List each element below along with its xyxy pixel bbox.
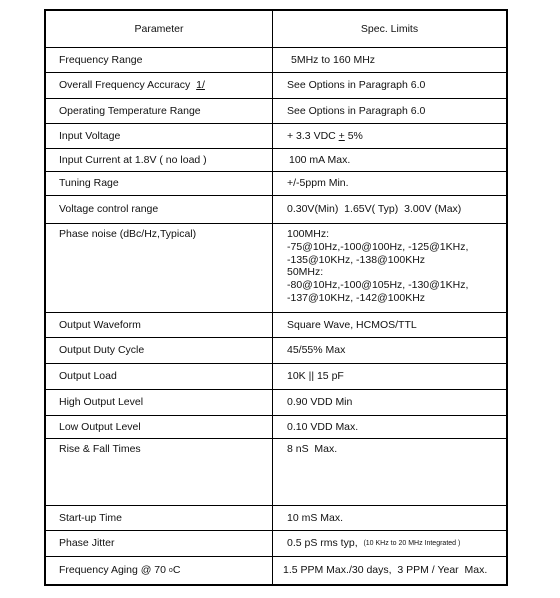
spec-cell: 8 nS Max. [287,443,338,455]
spec-cell: 0.30V(Min) 1.65V( Typ) 3.00V (Max) [287,203,462,215]
param-cell: Start-up Time [46,506,273,530]
degree-sup: o [168,567,173,574]
table-row [46,99,506,124]
param-cell: Frequency Range [46,48,273,72]
table-row [46,506,506,531]
spec-cell: 1.5 PPM Max./30 days, 3 PPM / Year Max. [283,564,488,576]
param-cell: Input Current at 1.8V ( no load ) [46,149,273,171]
spec-cell: +/-5ppm Min. [287,177,349,189]
table-row [46,531,506,557]
param-cell: Output Load [46,364,273,389]
spec-cell: 0.5 pS rms typ, (10 KHz to 20 MHz Integrated ) [287,537,461,549]
spec-cell: 45/55% Max [287,344,346,356]
spec-cell: 0.10 VDD Max. [287,420,359,433]
param-cell: Output Waveform [46,313,273,337]
param-cell: Overall Frequency Accuracy 1/ [46,73,273,98]
table-row [46,416,506,439]
table-row [46,172,506,196]
table-row [46,390,506,416]
table-row [46,313,506,338]
param-cell: High Output Level [46,390,273,415]
param-cell: Operating Temperature Range [46,99,273,123]
footnote-ref: 1/ [196,79,205,91]
header-spec-limits: Spec. Limits [360,22,419,35]
param-cell: Frequency Aging @ 70 o C [46,557,273,584]
spec-cell: 10 mS Max. [287,511,344,524]
table-row [46,124,506,149]
spec-cell: + 3.3 VDC + 5% [287,129,363,142]
phase-noise-spec: 100MHz: -75@10Hz,-100@100Hz, -125@1KHz, -135@10KHz, -138@100KHz 50MHz: -80@10Hz,-100@105Hz, -130@1KHz, -137@10KHz, -142@100KHz [287,228,469,304]
param-cell: Tuning Rage [46,172,273,195]
table-row [46,149,506,172]
spec-cell: 100 mA Max. [289,153,351,166]
param-cell: Rise & Fall Times [46,439,273,505]
spec-cell: 10K || 15 pF [287,370,344,382]
param-cell: Output Duty Cycle [46,338,273,363]
spec-cell: See Options in Paragraph 6.0 [287,104,426,117]
table-row [46,224,506,313]
table-row [46,48,506,73]
header-parameter: Parameter [46,11,273,47]
spec-cell: See Options in Paragraph 6.0 [287,79,426,91]
param-cell: Low Output Level [46,416,273,438]
spec-cell: 5MHz to 160 MHz [291,53,376,66]
table-row [46,364,506,390]
table-row [46,196,506,224]
spec-cell: Square Wave, HCMOS/TTL [287,318,417,331]
table-row [46,338,506,364]
param-cell: Phase noise (dBc/Hz,Typical) [46,224,273,312]
param-cell: Voltage control range [46,196,273,223]
table-row [46,439,506,506]
spec-cell: 0.90 VDD Min [287,396,353,408]
jitter-note: (10 KHz to 20 MHz Integrated ) [363,540,461,547]
plus-minus-sign: + [338,129,345,142]
param-cell: Phase Jitter [46,531,273,556]
table-row [46,557,506,584]
param-cell: Input Voltage [46,124,273,148]
table-row [46,73,506,99]
table-header-row [46,11,506,48]
spec-table [44,9,508,586]
